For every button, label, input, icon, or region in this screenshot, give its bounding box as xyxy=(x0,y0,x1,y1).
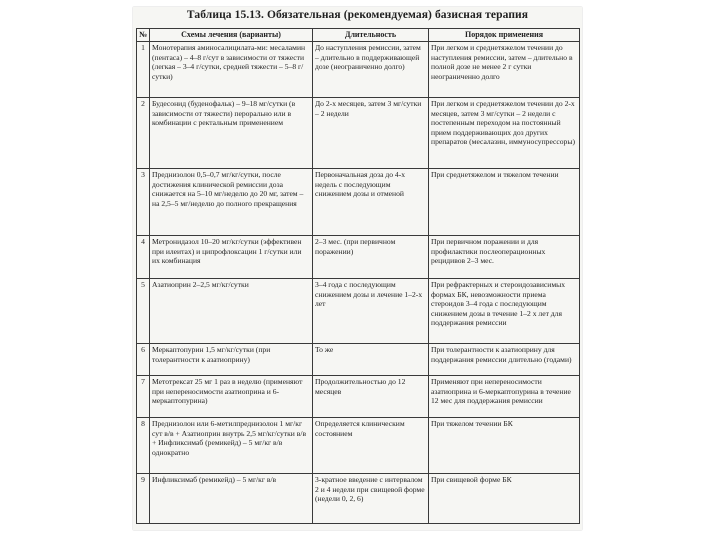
row-scheme: Будесонид (буденофальк) – 9–18 мг/сутки (в зависимости от тяжести) перорально или в комбинации с ректальным применением xyxy=(150,98,313,169)
row-num: 3 xyxy=(137,169,150,236)
header-num: № xyxy=(137,29,150,42)
row-scheme: Меркаптопурин 1,5 мг/кг/сутки (при толерантности к азатиоприну) xyxy=(150,344,313,376)
row-scheme: Преднизолон 0,5–0,7 мг/кг/сутки, после достижения клинической ремиссии доза снижается на 5–10 мг/неделю до 20 мг, затем – на 2,5–5 мг/неделю до полного прекращения xyxy=(150,169,313,236)
row-num: 2 xyxy=(137,98,150,169)
table-row xyxy=(137,169,580,236)
row-duration: До 2-х месяцев, затем 3 мг/сутки – 2 недели xyxy=(313,98,429,169)
row-scheme: Метронидазол 10–20 мг/кг/сутки (эффективен при илеитах) и ципрофлоксацин 1 г/сутки или их комбинация xyxy=(150,236,313,279)
row-order: При свищевой форме БК xyxy=(429,474,580,524)
row-order: При первичном поражении и для профилактики послеоперационных рецидивов 2–3 мес. xyxy=(429,236,580,279)
table-row xyxy=(137,474,580,524)
row-duration: 3–4 года с последующим снижением дозы и лечение 1–2-х лет xyxy=(313,279,429,344)
row-num: 9 xyxy=(137,474,150,524)
row-num: 4 xyxy=(137,236,150,279)
row-num: 5 xyxy=(137,279,150,344)
table-row xyxy=(137,236,580,279)
header-order: Порядок применения xyxy=(429,29,580,42)
therapy-table xyxy=(136,28,580,524)
row-order: При толерантности к азатиоприну для поддержания ремиссии длительно (годами) xyxy=(429,344,580,376)
table-row xyxy=(137,279,580,344)
row-duration: До наступления ремиссии, затем – длительно в поддерживающей дозе (неограниченно долго) xyxy=(313,42,429,98)
row-duration: 2–3 мес. (при первичном поражении) xyxy=(313,236,429,279)
row-order: При легком и среднетяжелом течении до наступления ремиссии, затем – длительно в полной дозе не менее 2 г сутки неограниченно долго xyxy=(429,42,580,98)
row-scheme: Преднизолон или 6-метилпреднизолон 1 мг/кг сут в/в + Азатиоприн внутрь 2,5 мг/кг/сутки в/в + Инфликсимаб (ремикейд) – 5 мг/кг в/в однократно xyxy=(150,418,313,474)
row-duration: Продолжительностью до 12 месяцев xyxy=(313,376,429,418)
table-title: Таблица 15.13. Обязательная (рекомендуемая) базисная терапия xyxy=(186,9,529,21)
table-row xyxy=(137,344,580,376)
row-duration: 3-кратное введение с интервалом 2 и 4 недели при свищевой форме (недели 0, 2, 6) xyxy=(313,474,429,524)
row-order: При рефрактерных и стероидозависимых формах БК, невозможности приема стероидов 3–4 года с последующим снижением дозы в течение 1–2 х лет для поддержания ремиссии xyxy=(429,279,580,344)
row-num: 7 xyxy=(137,376,150,418)
row-scheme: Метотрексат 25 мг 1 раз в неделю (применяют при непереносимости азатиоприна и 6-меркаптопурина) xyxy=(150,376,313,418)
row-num: 8 xyxy=(137,418,150,474)
table-header-row xyxy=(137,29,580,42)
table-row xyxy=(137,42,580,98)
row-num: 6 xyxy=(137,344,150,376)
table-row xyxy=(137,98,580,169)
table-row xyxy=(137,418,580,474)
row-duration: То же xyxy=(313,344,429,376)
row-order: При тяжелом течении БК xyxy=(429,418,580,474)
row-duration: Определяется клиническим состоянием xyxy=(313,418,429,474)
row-duration: Первоначальная доза до 4-х недель с последующим снижением дозы и отменой xyxy=(313,169,429,236)
row-order: При среднетяжелом и тяжелом течении xyxy=(429,169,580,236)
header-duration: Длительность xyxy=(313,29,429,42)
row-order: При легком и среднетяжелом течении до 2-х месяцев, затем 3 мг/сутки – 2 недели с постепенным переходом на постоянный прием поддерживающих доз других препаратов (месалазин, иммуносупрессоры) xyxy=(429,98,580,169)
row-num: 1 xyxy=(137,42,150,98)
row-scheme: Инфликсимаб (ремикейд) – 5 мг/кг в/в xyxy=(150,474,313,524)
row-scheme: Азатиоприн 2–2,5 мг/кг/сутки xyxy=(150,279,313,344)
table-row xyxy=(137,376,580,418)
document-page xyxy=(133,7,582,530)
header-scheme: Схемы лечения (варианты) xyxy=(150,29,313,42)
row-scheme: Монотерапия аминосалицилата-ми: месаламин (пентаса) – 4–8 г/сут в зависимости от тяжести (легкая – 3–4 г/сутки, средней тяжести – 5–8 г/сутки) xyxy=(150,42,313,98)
row-order: Применяют при непереносимости азатиоприна и 6-меркаптопурина в течение 12 мес для поддержания ремиссии xyxy=(429,376,580,418)
